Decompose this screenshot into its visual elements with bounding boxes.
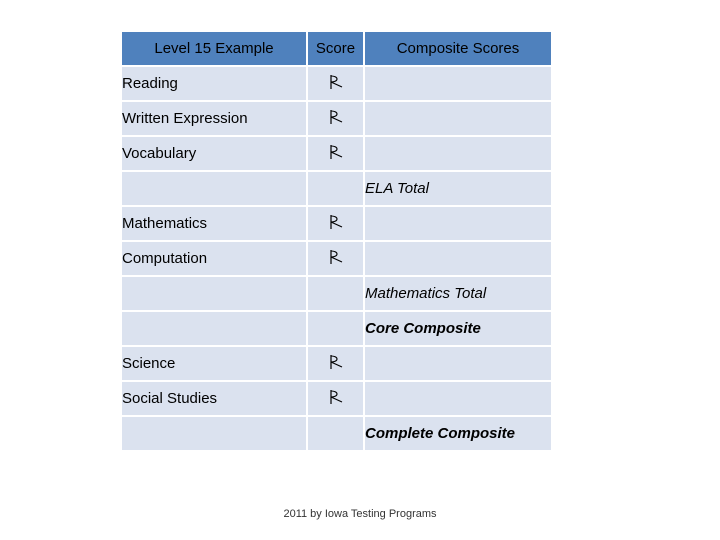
composite-cell bbox=[365, 242, 551, 275]
flag-icon bbox=[328, 354, 344, 370]
score-cell bbox=[308, 382, 363, 415]
score-cell bbox=[308, 312, 363, 345]
subject-label bbox=[122, 417, 306, 450]
table-row bbox=[122, 137, 551, 170]
score-table bbox=[120, 30, 553, 452]
table-row bbox=[122, 67, 551, 100]
flag-icon bbox=[328, 214, 344, 230]
subject-label bbox=[122, 312, 306, 345]
score-cell bbox=[308, 207, 363, 240]
composite-cell: Core Composite bbox=[365, 312, 551, 345]
subject-label: Reading bbox=[122, 67, 306, 100]
table-row bbox=[122, 172, 551, 205]
score-cell bbox=[308, 347, 363, 380]
subject-label: Computation bbox=[122, 242, 306, 275]
header-score: Score bbox=[308, 32, 363, 65]
header-level: Level 15 Example bbox=[122, 32, 306, 65]
subject-label: Social Studies bbox=[122, 382, 306, 415]
subject-label bbox=[122, 277, 306, 310]
composite-cell bbox=[365, 347, 551, 380]
flag-icon bbox=[328, 109, 344, 125]
table-row bbox=[122, 102, 551, 135]
composite-cell bbox=[365, 67, 551, 100]
score-cell bbox=[308, 242, 363, 275]
table-row bbox=[122, 207, 551, 240]
flag-icon bbox=[328, 389, 344, 405]
header-row bbox=[122, 32, 551, 65]
subject-label: Mathematics bbox=[122, 207, 306, 240]
composite-cell: ELA Total bbox=[365, 172, 551, 205]
composite-cell: Mathematics Total bbox=[365, 277, 551, 310]
subject-label: Vocabulary bbox=[122, 137, 306, 170]
table-row bbox=[122, 417, 551, 450]
table-row bbox=[122, 277, 551, 310]
score-cell bbox=[308, 417, 363, 450]
table-row bbox=[122, 242, 551, 275]
score-cell bbox=[308, 137, 363, 170]
table-row bbox=[122, 347, 551, 380]
subject-label: Science bbox=[122, 347, 306, 380]
composite-cell bbox=[365, 207, 551, 240]
flag-icon bbox=[328, 144, 344, 160]
copyright-footer: 2011 by Iowa Testing Programs bbox=[283, 508, 437, 520]
header-composite: Composite Scores bbox=[365, 32, 551, 65]
flag-icon bbox=[328, 74, 344, 90]
score-cell bbox=[308, 102, 363, 135]
composite-cell: Complete Composite bbox=[365, 417, 551, 450]
composite-cell bbox=[365, 137, 551, 170]
score-cell bbox=[308, 172, 363, 205]
composite-cell bbox=[365, 382, 551, 415]
table-row bbox=[122, 382, 551, 415]
flag-icon bbox=[328, 249, 344, 265]
composite-cell bbox=[365, 102, 551, 135]
subject-label: Written Expression bbox=[122, 102, 306, 135]
score-cell bbox=[308, 67, 363, 100]
subject-label bbox=[122, 172, 306, 205]
table-row bbox=[122, 312, 551, 345]
score-cell bbox=[308, 277, 363, 310]
